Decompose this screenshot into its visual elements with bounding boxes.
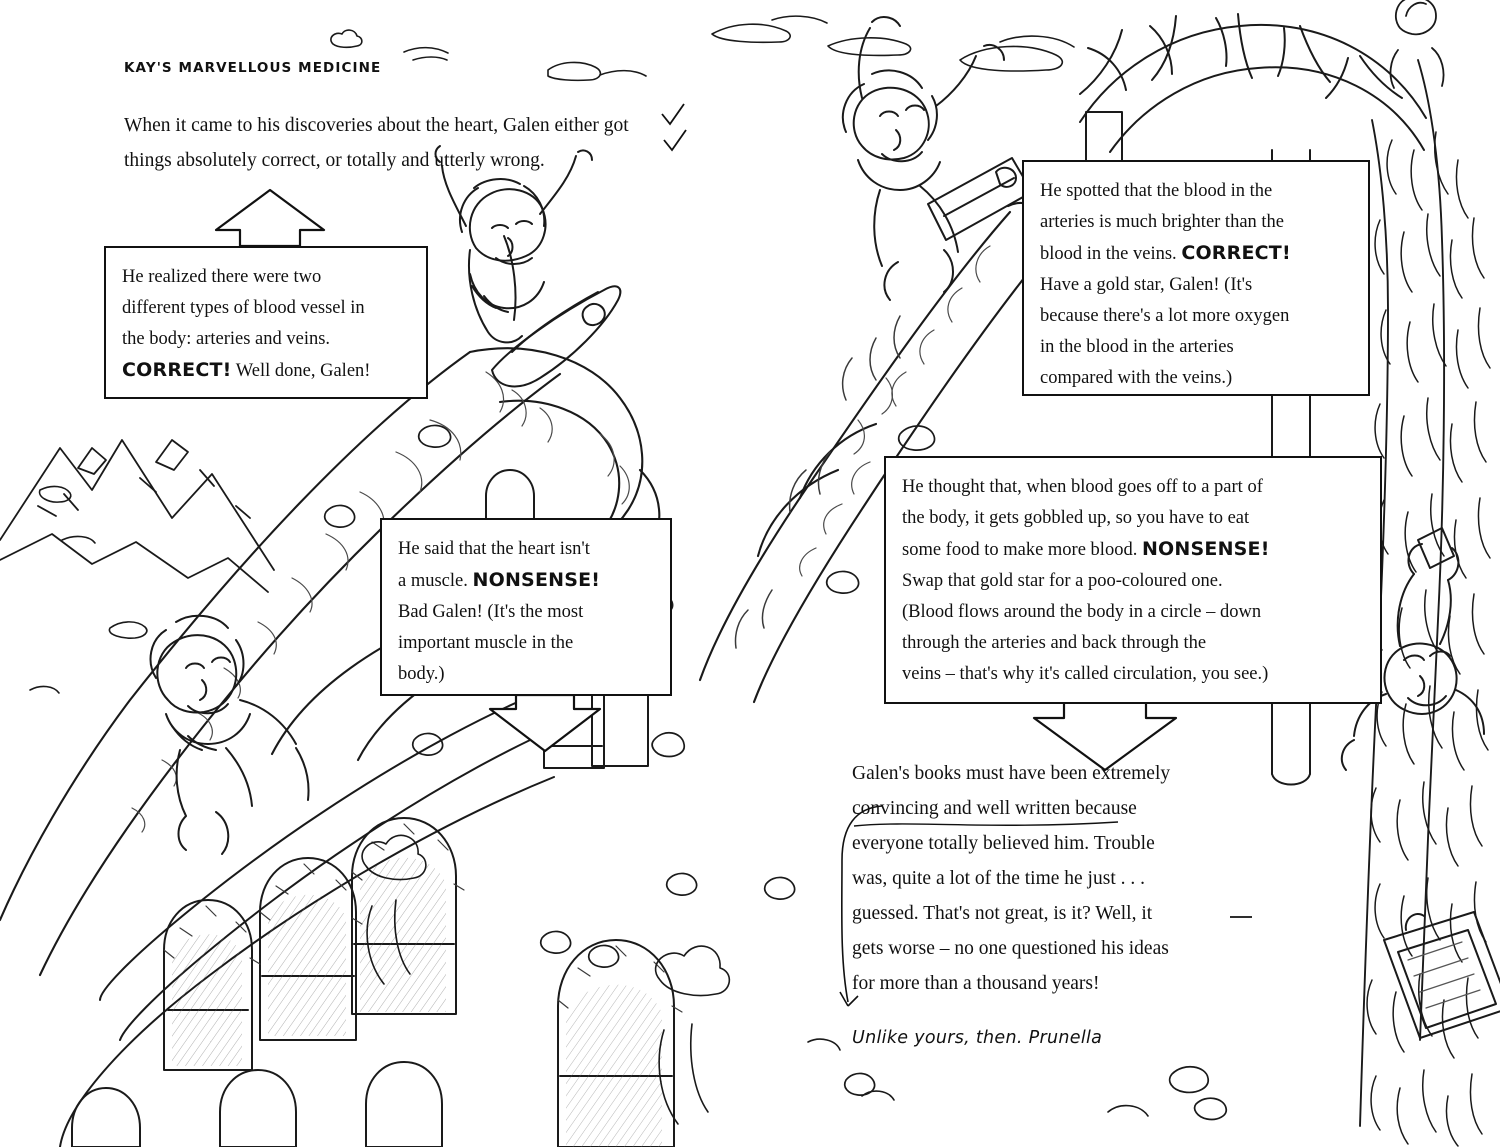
closing-line-1: Galen's books must have been extremely xyxy=(852,763,1171,784)
callout-3-line-6: in the blood in the arteries xyxy=(1040,337,1234,357)
callout-3-line-4: Have a gold star, Galen! (It's xyxy=(1040,275,1253,295)
callout-3-line-3-pre: blood in the veins. xyxy=(1040,244,1182,264)
tick-marks xyxy=(658,100,698,160)
callout-4-verdict: NONSENSE! xyxy=(1141,538,1270,560)
callout-4-line-2: the body, it gets gobbled up, so you have to eat xyxy=(902,508,1250,528)
closing-line-6: gets worse – no one questioned his ideas xyxy=(852,938,1169,959)
callout-2-line-5: body.) xyxy=(398,664,445,684)
intro-text: When it came to his discoveries about the heart, Galen either got things absolutely correct, or totally and utterly wrong. xyxy=(124,115,629,171)
handwritten-annotation: Unlike yours, then. Prunella xyxy=(852,1028,1103,1048)
character-top-right-corner xyxy=(1391,0,1444,88)
callout-arteries-and-veins xyxy=(104,246,428,399)
splash-marks xyxy=(736,316,901,648)
callout-3-line-7: compared with the veins.) xyxy=(1040,368,1233,388)
framed-picture xyxy=(1384,912,1500,1038)
closing-paragraph xyxy=(852,756,1272,1001)
closing-line-5: guessed. That's not great, is it? Well, it xyxy=(852,903,1153,924)
intro-paragraph xyxy=(124,108,658,178)
callout-4-line-7: veins – that's why it's called circulation, you see.) xyxy=(902,664,1269,684)
callout-1-after-verdict: Well done, Galen! xyxy=(231,361,371,381)
callout-3-line-1: He spotted that the blood in the xyxy=(1040,181,1273,201)
callout-4-line-4: Swap that gold star for a poo-coloured one. xyxy=(902,571,1223,591)
callout-4-line-3-pre: some food to make more blood. xyxy=(902,540,1142,560)
callout-2-verdict: NONSENSE! xyxy=(472,569,601,591)
callout-3-line-2: arteries is much brighter than the xyxy=(1040,212,1285,232)
character-falling-man xyxy=(843,17,1032,300)
callout-2-line-2-pre: a muscle. xyxy=(398,571,473,591)
callout-1-line-1: He realized there were two xyxy=(122,267,322,287)
callout-1-line-3: the body: arteries and veins. xyxy=(122,329,331,349)
callout-heart-not-a-muscle xyxy=(380,518,672,696)
callout-blood-gobbled-up xyxy=(884,456,1382,704)
closing-line-2: convincing and well written because xyxy=(852,798,1137,819)
character-tumbling-man xyxy=(151,616,309,854)
bottom-strokes xyxy=(808,1039,1148,1116)
closing-line-3: everyone totally believed him. Trouble xyxy=(852,833,1155,854)
callout-2-line-1: He said that the heart isn't xyxy=(398,539,590,559)
character-man-in-boat xyxy=(436,146,621,386)
closing-line-4: was, quite a lot of the time he just . . . xyxy=(852,868,1145,889)
running-head: KAY'S MARVELLOUS MEDICINE xyxy=(124,60,382,76)
arrow-to-intro xyxy=(200,186,340,248)
callout-4-line-5: (Blood flows around the body in a circle – down xyxy=(902,602,1262,622)
arrow-from-heart-callout xyxy=(480,693,610,755)
callout-2-line-3: Bad Galen! (It's the most xyxy=(398,602,584,622)
mountains xyxy=(0,440,274,592)
callout-1-verdict: CORRECT! xyxy=(122,359,232,381)
callout-3-line-5: because there's a lot more oxygen xyxy=(1040,306,1290,326)
callout-3-verdict: CORRECT! xyxy=(1181,242,1291,264)
callout-1-line-2: different types of blood vessel in xyxy=(122,298,365,318)
callout-brighter-arterial-blood xyxy=(1022,160,1370,396)
callout-4-line-1: He thought that, when blood goes off to a part of xyxy=(902,477,1263,497)
callout-2-line-4: important muscle in the xyxy=(398,633,574,653)
closing-line-7: for more than a thousand years! xyxy=(852,973,1100,994)
callout-4-line-6: through the arteries and back through the xyxy=(902,633,1207,653)
